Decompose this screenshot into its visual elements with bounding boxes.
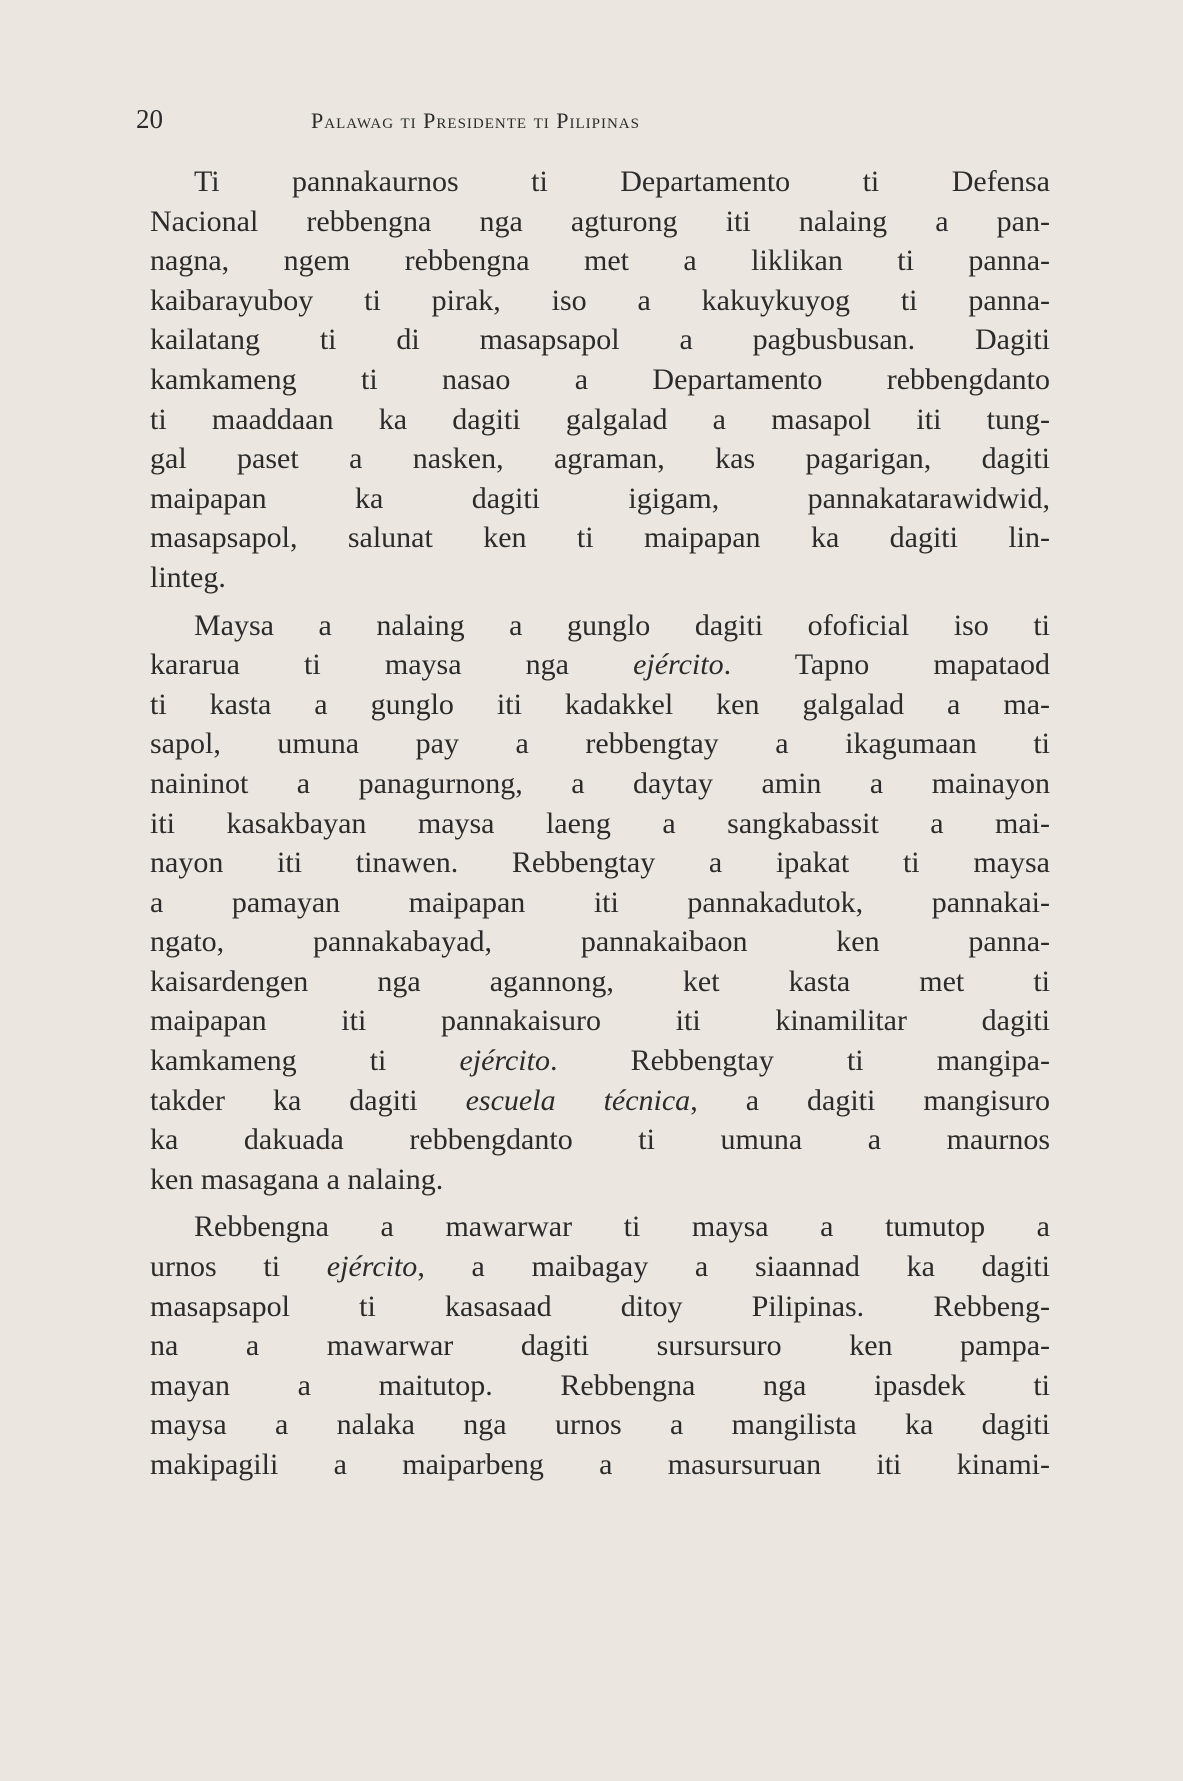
italic-term: ejército <box>326 1250 418 1284</box>
italic-term: escuela técnica <box>465 1083 691 1117</box>
text-line: nayon iti tinawen. Rebbengtay a ipakat ti maysa <box>150 846 1050 880</box>
text-line: makipagili a maiparbeng a masursuruan iti kinami- <box>150 1448 1050 1481</box>
italic-term: ejército <box>633 648 724 682</box>
text-line: gal paset a nasken, agraman, kas pagarigan, dagiti <box>150 442 1050 476</box>
paragraph <box>150 1207 1050 1484</box>
paragraph <box>150 606 1050 1200</box>
text-line: masapsapol ti kasasaad ditoy Pilipinas. Rebbeng- <box>150 1289 1050 1323</box>
text-line: na a mawarwar dagiti sursursuro ken pampa- <box>150 1329 1050 1363</box>
text-line: naininot a panagurnong, a daytay amin a mainayon <box>150 766 1050 800</box>
text-line: maysa a nalaka nga urnos a mangilista ka dagiti <box>150 1408 1050 1442</box>
paragraph-gap <box>150 598 1050 606</box>
text-line: kamkameng ti ejército. Rebbengtay ti mangipa- <box>150 1044 1050 1078</box>
text-line: sapol, umuna pay a rebbengtay a ikagumaan ti <box>150 727 1050 761</box>
text-line: masapsapol, salunat ken ti maipapan ka dagiti lin- <box>150 521 1050 555</box>
body-text <box>150 162 1050 1485</box>
paragraph-gap <box>150 1199 1050 1207</box>
text-line: maipapan ka dagiti igigam, pannakatarawidwid, <box>150 481 1050 515</box>
text-line: ti kasta a gunglo iti kadakkel ken galgalad a ma- <box>150 687 1050 721</box>
text-line: kaisardengen nga agannong, ket kasta met ti <box>150 964 1050 998</box>
text-line: Rebbengna a mawarwar ti maysa a tumutop a <box>194 1210 1050 1244</box>
text-line: ti maaddaan ka dagiti galgalad a masapol iti tung- <box>150 402 1050 436</box>
text-line: urnos ti ejército, a maibagay a siaannad ka dagiti <box>150 1250 1050 1284</box>
running-title: Palawag ti Presidente ti Pilipinas <box>311 108 640 133</box>
text-line: iti kasakbayan maysa laeng a sangkabassit a mai- <box>150 806 1050 840</box>
text-line: ken masagana a nalaing. <box>150 1162 444 1196</box>
text-line: linteg. <box>150 560 226 594</box>
text-line: mayan a maitutop. Rebbengna nga ipasdek ti <box>150 1368 1050 1402</box>
running-head <box>136 104 1048 144</box>
text-line: Maysa a nalaing a gunglo dagiti ofoficial iso ti <box>194 608 1050 642</box>
italic-term: ejército <box>459 1044 550 1078</box>
text-line: kaibarayuboy ti pirak, iso a kakuykuyog ti panna- <box>150 283 1050 317</box>
text-line: kailatang ti di masapsapol a pagbusbusan. Dagiti <box>150 323 1050 357</box>
text-line: Ti pannakaurnos ti Departamento ti Defensa <box>194 165 1050 198</box>
page-number: 20 <box>136 104 163 134</box>
text-line: nagna, ngem rebbengna met a liklikan ti panna- <box>150 244 1050 278</box>
text-line: takder ka dagiti escuela técnica, a dagiti mangisuro <box>150 1083 1050 1117</box>
text-line: kamkameng ti nasao a Departamento rebbengdanto <box>150 362 1050 396</box>
text-line: ka dakuada rebbengdanto ti umuna a maurnos <box>150 1123 1050 1157</box>
text-line: Nacional rebbengna nga agturong iti nalaing a pan- <box>150 204 1050 238</box>
text-line: a pamayan maipapan iti pannakadutok, pannakai- <box>150 885 1050 919</box>
text-line: ngato, pannakabayad, pannakaibaon ken panna- <box>150 925 1050 959</box>
paragraph <box>150 162 1050 598</box>
text-line: maipapan iti pannakaisuro iti kinamilitar dagiti <box>150 1004 1050 1038</box>
text-line: kararua ti maysa nga ejército. Tapno mapataod <box>150 648 1050 682</box>
